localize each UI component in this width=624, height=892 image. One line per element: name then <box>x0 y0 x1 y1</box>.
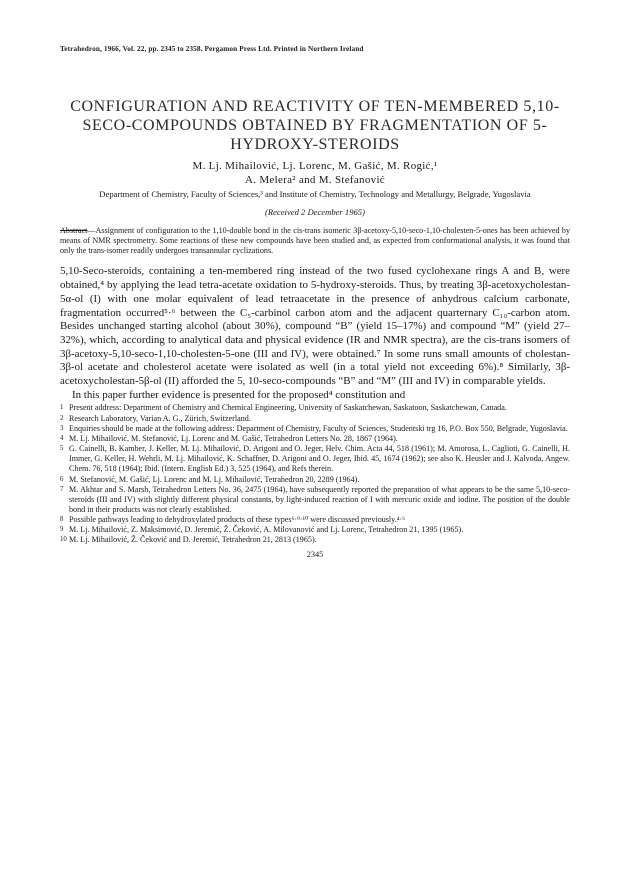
footnote-text: Present address: Department of Chemistry and Chemical Engineering, University of Saskatchewan, Saskatoon, Saskatchewan, Canada. <box>69 403 507 413</box>
footnote-text: Enquiries should be made at the following address: Department of Chemistry, Faculty of Sciences, Studentski trg 16, P.O. Box 550, Belgrade, Yugoslavia. <box>69 423 568 433</box>
footnote <box>60 434 570 444</box>
footnote-mark: 6 <box>60 475 64 483</box>
footnote <box>60 535 570 545</box>
footnote <box>60 515 570 525</box>
footnote-text: M. Stefanović, M. Gašić, Lj. Lorenc and M. Lj. Mihailović, Tetrahedron 20, 2289 (1964). <box>69 474 360 484</box>
abstract-text: —Assignment of configuration to the 1,10-double bond in the cis-trans isomeric 3β-acetoxy-5,10-seco-1,10-cholesten-5-ones has been achieved by means of NMR spectrometry. Some reactions of these new compounds have been studied and, as expected from conformational analysis, it was found that only the trans-isomer readily undergoes transannular cyclizations. <box>60 225 570 256</box>
author-list <box>60 159 570 187</box>
body-paragraph-1: 5,10-Seco-steroids, containing a ten-membered ring instead of the two fused cyclohexane rings A and B, were obtained,⁴ by applying the lead tetra-acetate oxidation to 5-hydroxy-steroids. Thus, by treating 3β-acetoxycholestan-5α-ol (I) with one molar equivalent of lead tetraacetate in the presence of anhydrous calcium carbonate, fragmentation occurred⁵·⁶ between the C₅-carbinol carbon atom and the adjacent quarternary C₁₀-carbon atom. Besides unchanged starting alcohol (about 30%), compound “B” (yield 15–17%) and compound “M” (yield 27–32%), which, according to analytical data and physical evidence (IR and NMR spectra), are the cis-trans isomers of 3β-acetoxy-5,10-seco-1,10-cholesten-5-one (III and IV), were obtained.⁷ In some runs small amounts of cholestan-3β-ol acetate and cholesterol acetate were isolated as well (in a total yield not exceeding 6%).⁸ Similarly, 3β-acetoxycholestan-5β-ol (II) afforded the 5, 10-seco-compounds “B” and “M” (III and IV) in comparable yields. <box>60 265 570 388</box>
footnote-mark: 9 <box>60 526 64 534</box>
footnote-mark: 10 <box>60 536 67 544</box>
footnote-mark: 2 <box>60 414 64 422</box>
affiliation: Department of Chemistry, Faculty of Sciences,³ and Institute of Chemistry, Technology and Metallurgy, Belgrade, Yugoslavia <box>99 189 531 199</box>
footnote-text: M. Akhtar and S. Marsh, Tetrahedron Letters No. 36, 2475 (1964), have subsequently reported the preparation of what appears to be the same 5,10-seco-steroids (III and IV) with slightly different physical constants, by light-induced reaction of I with mercuric oxide and iodine. The position of the double bond in their products was not clearly established. <box>69 484 570 514</box>
received-date: (Received 2 December 1965) <box>265 206 365 217</box>
footnote-mark: 3 <box>60 424 64 432</box>
footnote-mark: 7 <box>60 485 64 493</box>
footnote-mark: 5 <box>60 445 64 453</box>
footnote <box>60 424 570 434</box>
footnote <box>60 414 570 424</box>
footnote <box>60 403 570 413</box>
footnote-mark: 1 <box>60 404 64 412</box>
footnote-text: Research Laboratory, Varian A. G., Zürich, Switzerland. <box>69 413 251 423</box>
footnote-text: M. Lj. Mihailović, M. Stefanović, Lj. Lorenc and M. Gašić, Tetrahedron Letters No. 28, 1867 (1964). <box>69 433 398 443</box>
abstract-label: Abstract <box>60 225 88 235</box>
footnote-text: G. Cainelli, B. Kamber, J. Keller, M. Lj. Mihailović, D. Arigoni and O. Jeger, Helv. Chim. Acta 44, 518 (1961); M. Amorosa, L. Caglioti, G. Cainelli, H. Immer, G. Keller, H. Wehrli, M. Lj. Mihailović, K. Schaffner, D. Arigoni and O. Jeger, Ibid. 45, 1674 (1962); see also K. Heusler and J. Kalvoda, Angew. Chem. 76, 518 (1964); Ibid. (Intern. English Ed.) 3, 525 (1964), and Refs therein. <box>69 444 570 474</box>
authors-line-1: M. Lj. Mihailović, Lj. Lorenc, M. Gašić, M. Rogić,¹ <box>192 160 438 172</box>
running-head: Tetrahedron, 1966, Vol. 22, pp. 2345 to 2358. Pergamon Press Ltd. Printed in Northern Ireland <box>60 44 364 53</box>
footnote <box>60 485 570 515</box>
footnotes <box>60 403 570 545</box>
footnote <box>60 525 570 535</box>
footnote-text: Possible pathways leading to dehydroxylated products of these types⁶·⁹·¹⁰ were discussed previously.⁴·⁶ <box>69 515 406 525</box>
article-page <box>60 44 570 559</box>
footnote <box>60 475 570 485</box>
body-text <box>60 265 570 402</box>
footnote-mark: 4 <box>60 434 64 442</box>
article-title: CONFIGURATION AND REACTIVITY OF TEN-MEMBERED 5,10-SECO-COMPOUNDS OBTAINED BY FRAGMENTATION OF 5-HYDROXY-STEROIDS <box>70 98 560 153</box>
footnote-text: M. Lj. Mihailović, Ž. Čeković and D. Jeremić, Tetrahedron 21, 2813 (1965). <box>69 535 317 545</box>
page-number: 2345 <box>306 549 324 559</box>
authors-line-2: A. Melera² and M. Stefanović <box>245 174 385 186</box>
footnote-mark: 8 <box>60 516 64 524</box>
abstract <box>60 226 570 257</box>
body-paragraph-2: In this paper further evidence is presented for the proposed⁴ constitution and <box>72 388 406 401</box>
footnote-text: M. Lj. Mihailović, Z. Maksimović, D. Jeremić, Ž. Čeković, A. Milovanović and Lj. Lorenc, Tetrahedron 21, 1395 (1965). <box>69 525 464 535</box>
footnote <box>60 444 570 474</box>
